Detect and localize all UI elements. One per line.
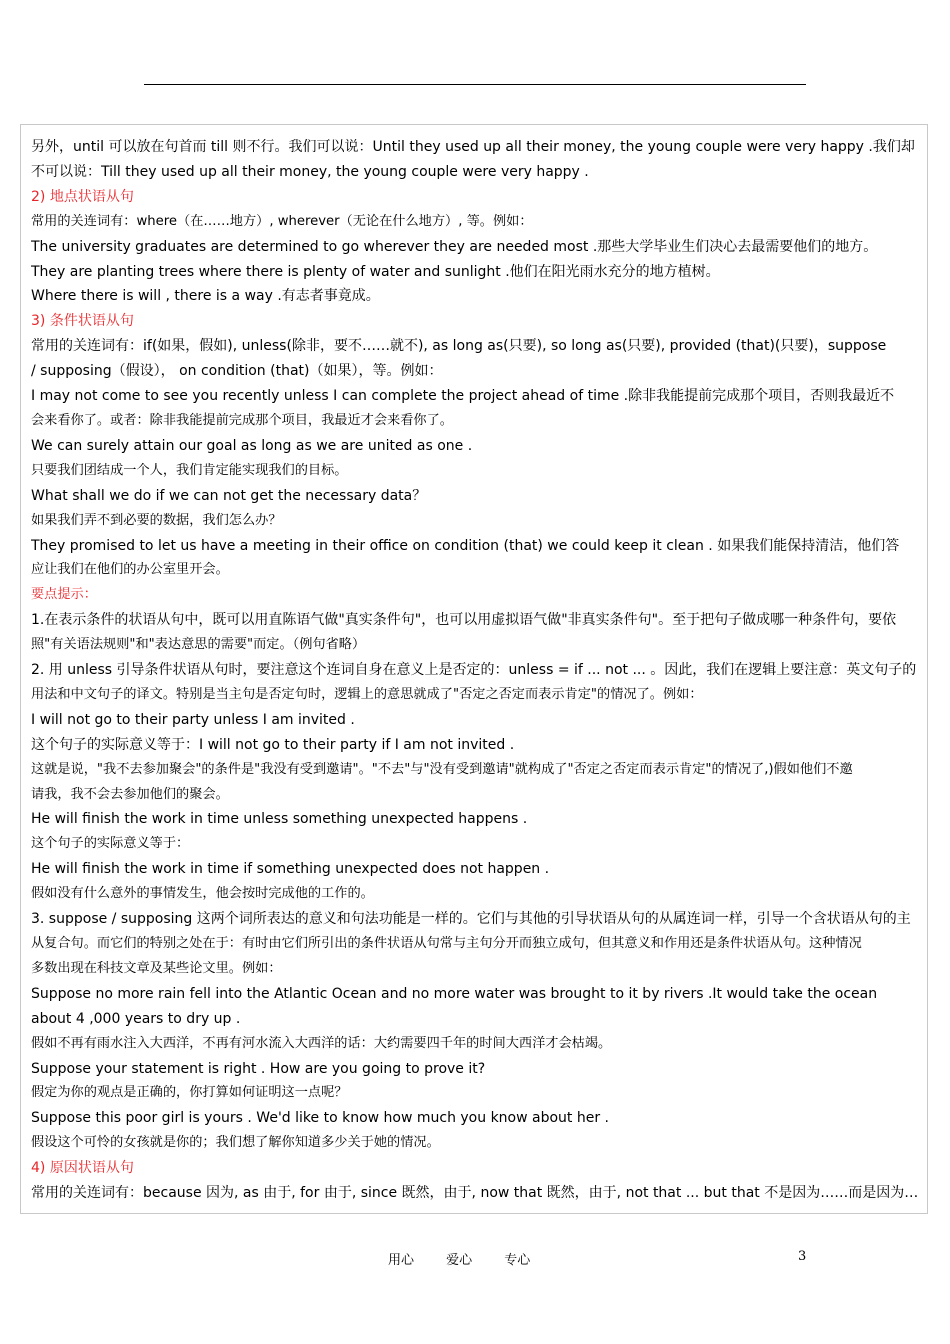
text-line: 3. suppose / supposing 这两个词所表达的意义和句法功能是一样的。它们与其他的引导状语从句的从属连词一样，引导一个含状语从句的主	[31, 911, 911, 928]
page-number: 3	[798, 1249, 807, 1264]
section-heading: 4) 原因状语从句	[31, 1160, 134, 1177]
text-line: We can surely attain our goal as long as we are united as one .	[31, 437, 473, 454]
text-line: 假如没有什么意外的事情发生，他会按时完成他的工作的。	[31, 886, 374, 902]
text-line: The university graduates are determined to go wherever they are needed most .那些大学毕业生们决心去最需要他们的地方。	[31, 238, 878, 255]
text-lines	[31, 135, 919, 1206]
text-line: What shall we do if we can not get the necessary data？	[31, 487, 427, 504]
text-line: 用法和中文句子的译文。特别是当主句是否定句时，逻辑上的意思就成了"否定之否定而表示肯定"的情况了。例如：	[31, 686, 703, 702]
text-line: 假如不再有雨水注入大西洋，不再有河水流入大西洋的话：大约需要四千年的时间大西洋才会枯竭。	[31, 1035, 612, 1051]
text-line: He will finish the work in time unless something unexpected happens .	[31, 811, 528, 828]
text-line: 这个句子的实际意义等于：I will not go to their party if I am not invited .	[31, 736, 515, 753]
text-line: 常用的关连词有：where（在……地方）, wherever（无论在什么地方）, 等。例如：	[31, 213, 533, 229]
text-line: Suppose no more rain fell into the Atlantic Ocean and no more water was brought to it by rivers .It would take the ocean	[31, 985, 878, 1002]
document-body	[20, 124, 928, 1214]
text-line: I may not come to see you recently unless I can complete the project ahead of time .除非我能提前完成那个项目，否则我最近不	[31, 388, 895, 405]
header-rule	[144, 84, 806, 85]
text-line: 常用的关连词有：because 因为, as 由于, for 由于, since 既然，由于, now that 既然，由于, not that ... but that 不是因为……而是因为…	[31, 1185, 919, 1202]
text-line: 常用的关连词有：if(如果，假如), unless(除非，要不……就不), as long as(只要), so long as(只要), provided (that)(只要)，suppose	[31, 338, 887, 355]
page-footer	[0, 1249, 950, 1269]
text-line: 假定为你的观点是正确的，你打算如何证明这一点呢？	[31, 1085, 348, 1101]
section-heading: 2) 地点状语从句	[31, 188, 134, 205]
text-line: 只要我们团结成一个人，我们肯定能实现我们的目标。	[31, 462, 348, 478]
text-line: Suppose this poor girl is yours . We'd like to know how much you know about her .	[31, 1110, 610, 1127]
text-line: I will not go to their party unless I am invited .	[31, 711, 355, 728]
text-line: 假设这个可怜的女孩就是你的；我们想了解你知道多少关于她的情况。	[31, 1135, 440, 1151]
section-heading: 3) 条件状语从句	[31, 313, 134, 330]
text-line: 多数出现在科技文章及某些论文里。例如：	[31, 960, 282, 976]
text-line: Suppose your statement is right . How are you going to prove it?	[31, 1060, 486, 1077]
footer-motto: 用心 爱心 专心	[388, 1253, 531, 1268]
text-line: He will finish the work in time if something unexpected does not happen .	[31, 861, 550, 878]
text-line: 应让我们在他们的办公室里开会。	[31, 562, 229, 578]
text-line: 另外，until 可以放在句首而 till 则不行。我们可以说：Until they used up all their money, the young couple were very happy .我们却	[31, 139, 915, 155]
text-line: 不可以说：Till they used up all their money, the young couple were very happy .	[31, 163, 589, 180]
text-line: 照"有关语法规则"和"表达意思的需要"而定。（例句省略）	[31, 637, 366, 653]
text-line: 会来看你了。或者：除非我能提前完成那个项目，我最近才会来看你了。	[31, 412, 453, 428]
text-line: 请我，我不会去参加他们的聚会。	[31, 786, 229, 802]
text-line: They are planting trees where there is plenty of water and sunlight .他们在阳光雨水充分的地方植树。	[31, 263, 720, 280]
text-line: about 4 ,000 years to dry up .	[31, 1010, 241, 1027]
text-line: 1.在表示条件的状语从句中，既可以用直陈语气做"真实条件句"，也可以用虚拟语气做"非真实条件句"。至于把句子做成哪一种条件句，要依	[31, 612, 897, 629]
text-line: / supposing（假设）， on condition (that)（如果），等。例如：	[31, 363, 443, 380]
text-line: 这就是说，"我不去参加聚会"的条件是"我没有受到邀请"。"不去"与"没有受到邀请"就构成了"否定之否定而表示肯定"的情况了,)假如他们不邀	[31, 761, 853, 777]
text-line: Where there is will , there is a way .有志者事竟成。	[31, 288, 380, 305]
section-heading: 要点提示：	[31, 587, 97, 603]
text-line: 如果我们弄不到必要的数据，我们怎么办？	[31, 512, 282, 528]
text-line: They promised to let us have a meeting in their office on condition (that) we could keep it clean . 如果我们能保持清洁，他们答	[31, 537, 900, 554]
text-line: 从复合句。而它们的特别之处在于：有时由它们所引出的条件状语从句常与主句分开而独立成句，但其意义和作用还是条件状语从句。这种情况	[31, 936, 862, 951]
text-line: 这个句子的实际意义等于：	[31, 836, 190, 852]
text-line: 2. 用 unless 引导条件状语从句时，要注意这个连词自身在意义上是否定的：unless = if ... not ... 。因此，我们在逻辑上要注意：英文句子的	[31, 662, 917, 679]
